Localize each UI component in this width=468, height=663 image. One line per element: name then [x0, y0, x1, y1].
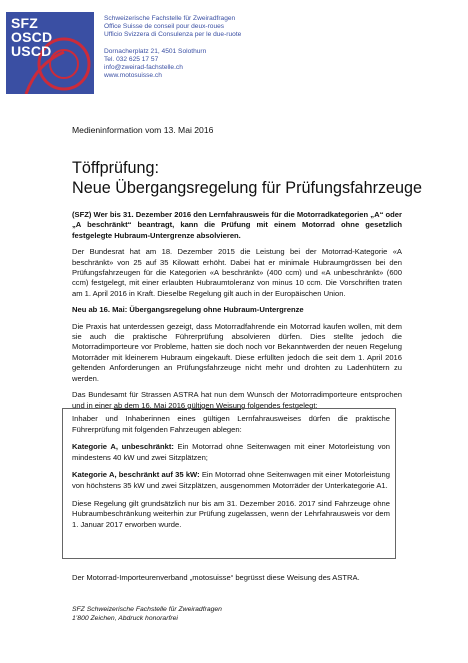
paragraph-astra: Das Bundesamt für Strassen ASTRA hat nun dem Wunsch der Motorradimporteure entsprochen und in einer ab dem 16. Mai 2016 gültigen Weisung folgendes festgelegt:	[72, 390, 402, 410]
subheading-new-regulation: Neu ab 16. Mai: Übergangsregelung ohne Hubraum-Untergrenze	[72, 305, 304, 315]
logo-line-oscd: OSCD	[11, 29, 53, 45]
box-validity: Diese Regelung gilt grundsätzlich nur bis am 31. Dezember 2016. 2017 sind Fahrzeuge ohne Hubraumbeschränkung weiterhin zur Prüfung zugelassen, wenn der Lehrfahrausweis vor dem 1. Januar 2017 erworben wurde.	[72, 498, 390, 529]
footer-character-count: 1’800 Zeichen, Abdruck honorarfrei	[72, 615, 178, 622]
org-name-it: Ufficio Svizzera di Consulenza per le due-ruote	[104, 31, 242, 39]
box-intro: Inhaber und Inhaberinnen eines gültigen Lernfahrausweises dürfen die praktische Führerprüfung mit folgenden Fahrzeugen ablegen:	[72, 414, 390, 434]
lead-paragraph: (SFZ) Wer bis 31. Dezember 2016 den Lernfahrausweis für die Motorradkategorien „A“ oder „A beschränkt“ beantragt, kann die Prüfung mit einem Motorrad ohne gesetzlich festgelegte Hubraum-Untergrenze absolvieren.	[72, 210, 402, 240]
org-name-de: Schweizerische Fachstelle für Zweiradfragen	[104, 15, 236, 22]
regulation-box	[72, 414, 390, 537]
org-website[interactable]: www.motosuisse.ch	[104, 72, 162, 80]
footer-organisation: SFZ Schweizerische Fachstelle für Zweiradfragen	[72, 606, 222, 613]
document-title	[72, 158, 422, 198]
logo-line-sfz: SFZ	[11, 15, 39, 31]
title-line-1: Töffprüfung:	[72, 159, 159, 177]
org-address: Dornacherplatz 21, 4501 Solothurn	[104, 47, 207, 55]
document-body	[72, 210, 402, 417]
box-category-a-unlimited: Kategorie A, unbeschränkt: Ein Motorrad ohne Seitenwagen mit einer Motorleistung von mindestens 40 kW und zwei Sitzplätzen;	[72, 442, 390, 462]
media-info-date: Medieninformation vom 13. Mai 2016	[72, 125, 214, 135]
box-category-a-limited: Kategorie A, beschränkt auf 35 kW: Ein Motorrad ohne Seitenwagen mit einer Motorleistung von höchstens 35 kW und zwei Sitzplätzen, ausgenommen Motorräder der Unterkategorie A1.	[72, 470, 390, 490]
org-name-fr: Office Suisse de conseil pour deux-roues	[104, 23, 225, 31]
closing-paragraph: Der Motorrad-Importeurenverband „motosuisse“ begrüsst diese Weisung des ASTRA.	[72, 573, 360, 582]
footer	[72, 605, 222, 623]
sfz-logo	[6, 12, 94, 94]
org-telephone: Tel. 032 625 17 57	[104, 55, 159, 63]
paragraph-bundesrat: Der Bundesrat hat am 18. Dezember 2015 die Leistung bei der Motorrad-Kategorie «A beschränkt» von 25 auf 35 Kilowatt erhöht. Dabei hat er minimale Hubraumgrössen bei den Prüfungsfahrzeugen für die Kategorien «A beschränkt» (400 ccm) und «A unbeschränkt» (600 ccm) festgelegt, mit einer erlaubten Hubraumtoleranz von minus 10 ccm. Die Vorschriften traten am 1. April 2016 in Kraft. Dieselbe Regelung gilt auch in der Europäischen Union.	[72, 247, 402, 298]
org-email[interactable]: info@zweirad-fachstelle.ch	[104, 64, 183, 72]
title-line-2: Neue Übergangsregelung für Prüfungsfahrzeuge	[72, 179, 423, 197]
organisation-info	[104, 15, 241, 80]
paragraph-praxis: Die Praxis hat unterdessen gezeigt, dass Motorradfahrende ein Motorrad kaufen wollen, mit dem sie auch die praktische Führerprüfung absolvieren dürfen. Dies stellte jedoch die Motorradimporteure vor Probleme, hatten sie doch noch vor Bekanntwerden der neuen Regelung Motorräder mit kleinerem Hubraum eingekauft. Diese erfüllten jedoch die seit dem 1. April 2016 geltenden Anforderungen an Prüfungsfahrzeuge nicht mehr und drohten zu Ladenhütern zu werden.	[72, 321, 402, 383]
weisung-link[interactable]: ab dem 16. Mai 2016 gültigen Weisung	[113, 400, 246, 410]
logo-line-uscd: USCD	[11, 43, 52, 59]
